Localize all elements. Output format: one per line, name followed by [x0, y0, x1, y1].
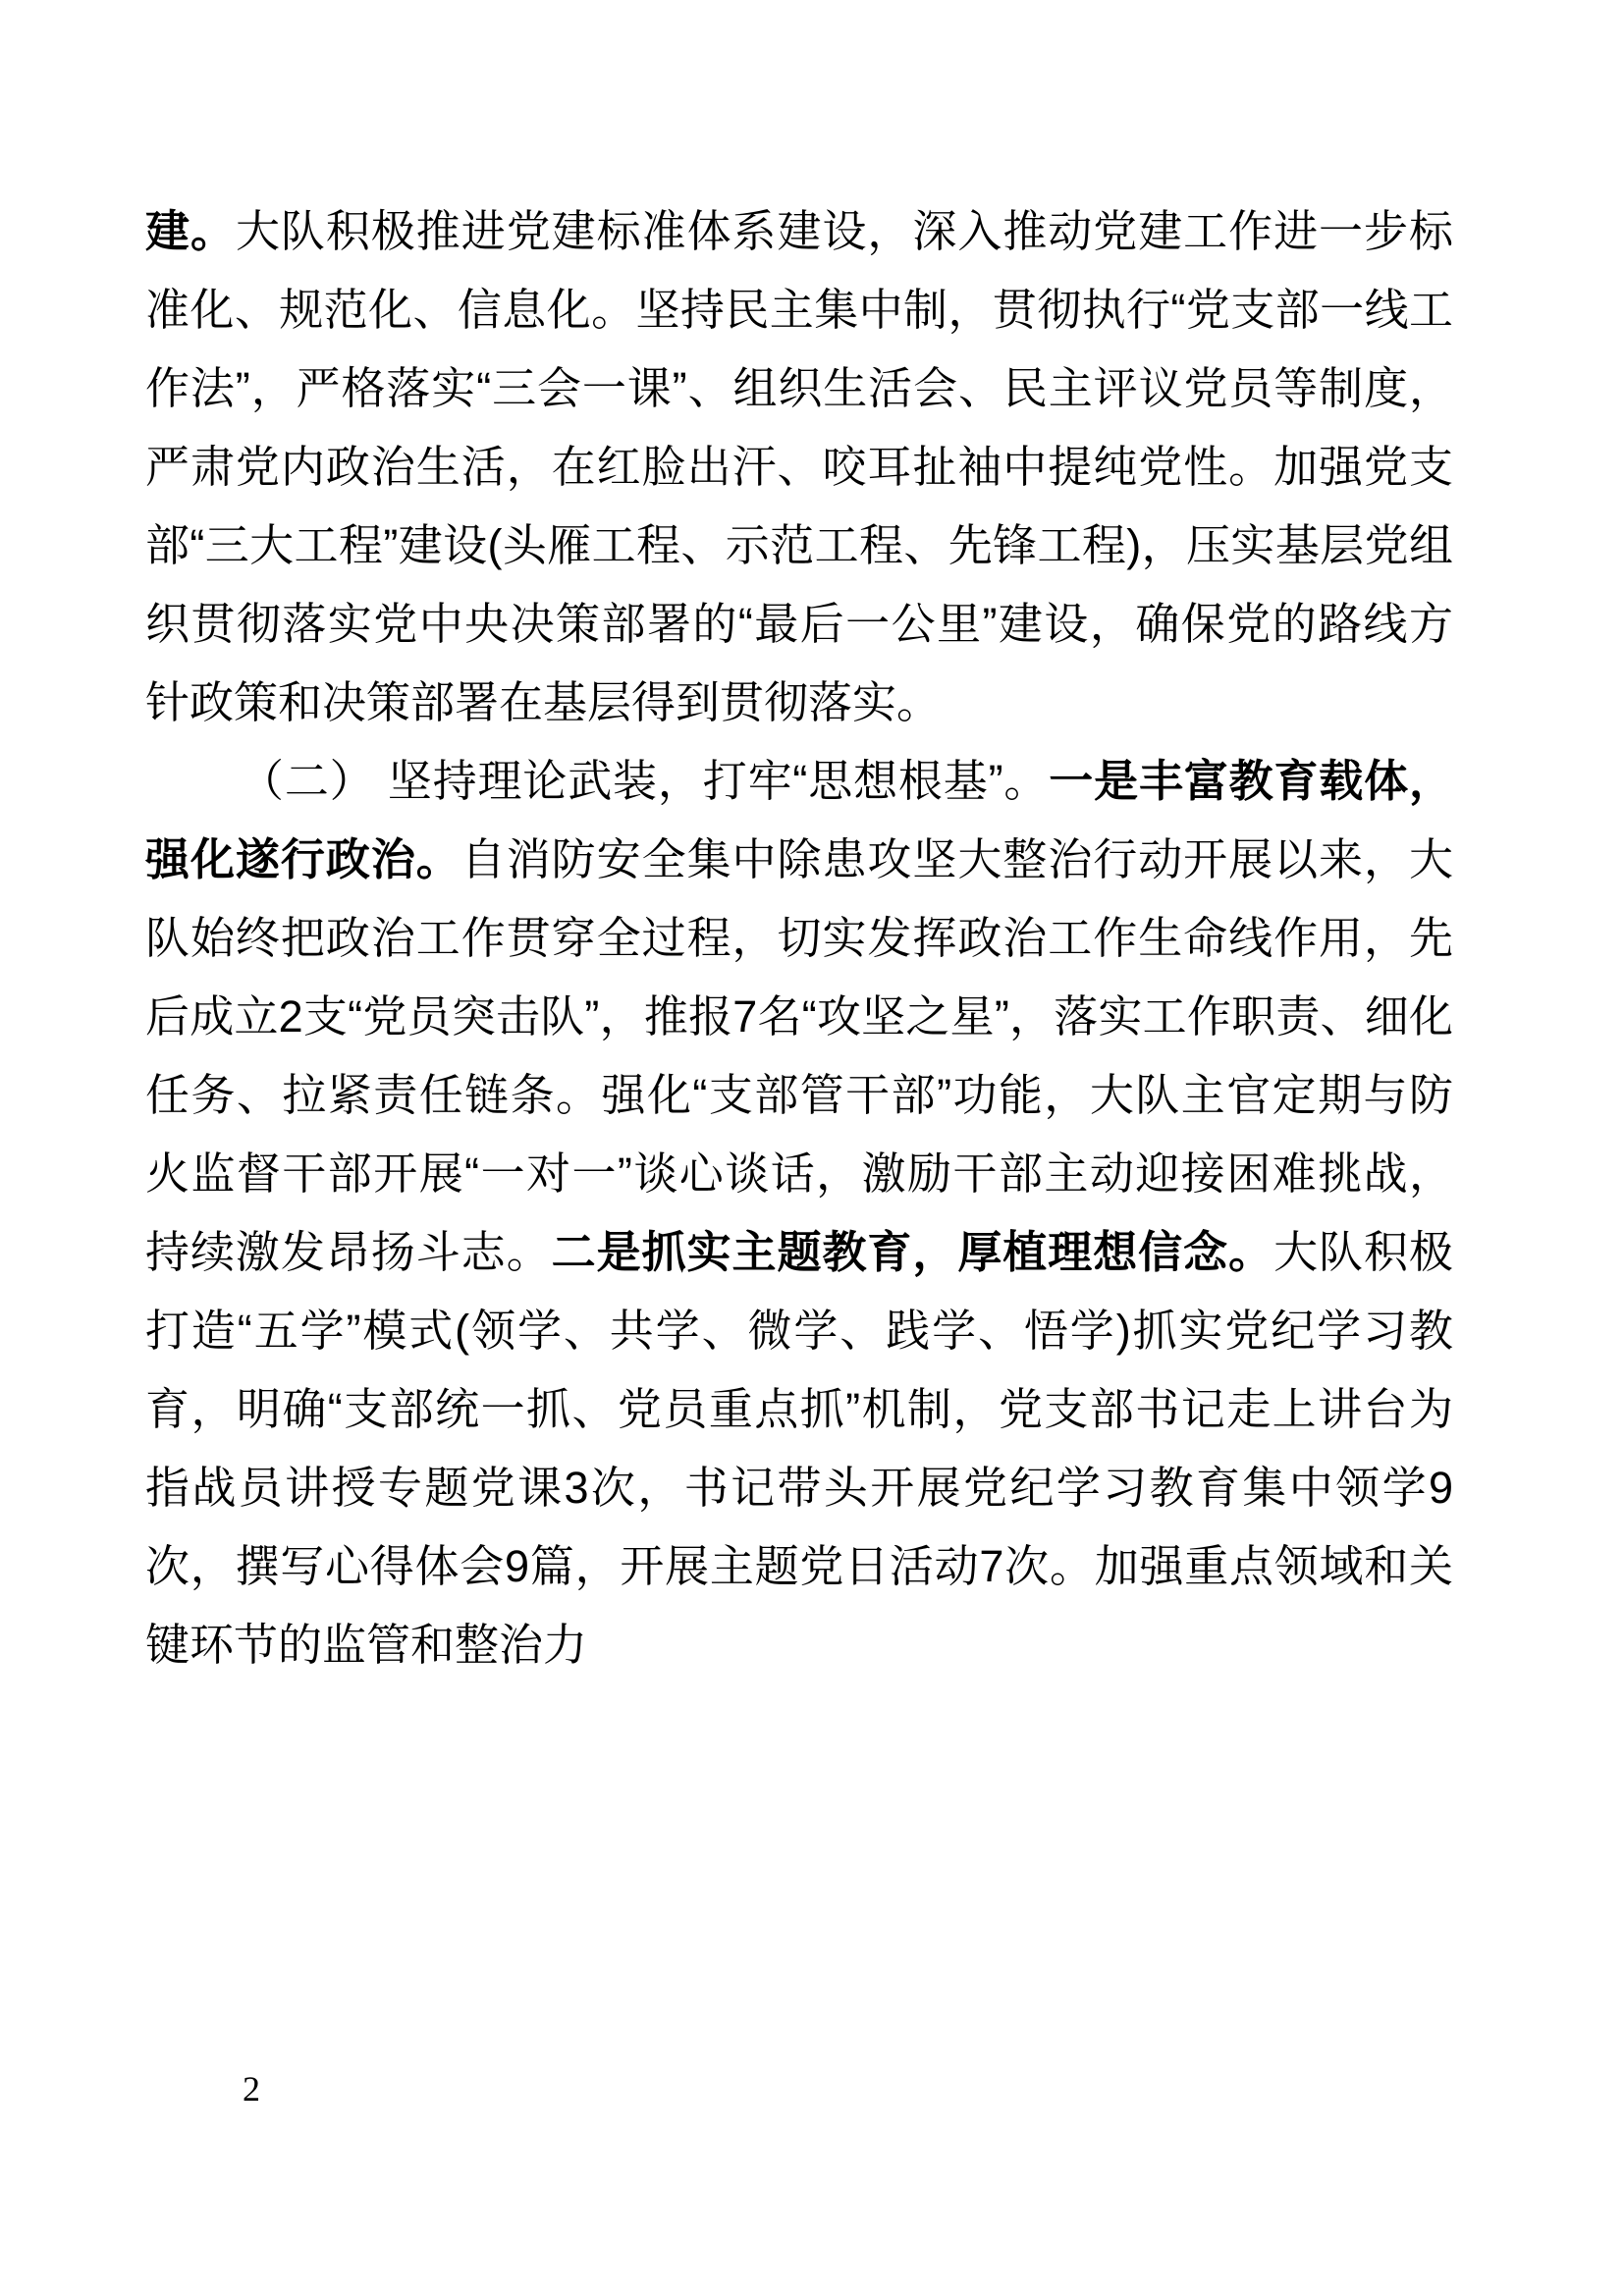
paragraph-1	[145, 192, 1453, 742]
text-run-bold: 一是丰富教育载体，强化遂行政治。	[145, 756, 1453, 884]
text-run-bold: 建。	[145, 206, 236, 256]
text-run: 大队积极推进党建标准体系建设，深入推动党建工作进一步标准化、规范化、信息化。坚持民主集中制，贯彻执行“党支部一线工作法”，严格落实“三会一课”、组织生活会、民主评议党员等制度，严肃党内政治生活，在红脸出汗、咬耳扯袖中提纯党性。加强党支部“三大工程”建设(头雁工程、示范工程、先锋工程)，压实基层党组织贯彻落实党中央决策部署的“最后一公里”建设，确保党的路线方针政策和决策部署在基层得到贯彻落实。	[145, 206, 1453, 727]
text-run-bold: 二是抓实主题教育，厚植理想信念。	[551, 1227, 1274, 1277]
text-run: （二） 坚持理论武装，打牢“思想根基”。	[240, 756, 1050, 806]
page-number: 2	[243, 2069, 260, 2109]
text-run: 大队积极打造“五学”模式(领学、共学、微学、践学、悟学)抓实党纪学习教育，明确“支部统一抓、党员重点抓”机制，党支部书记走上讲台为指战员讲授专题党课3次，书记带头开展党纪学习教育集中领学9次，撰写心得体会9篇，开展主题党日活动7次。加强重点领域和关键环节的监管和整治力	[145, 1227, 1453, 1670]
text-run: 自消防安全集中除患攻坚大整治行动开展以来，大队始终把政治工作贯穿全过程，切实发挥政治工作生命线作用，先后成立2支“党员突击队”，推报7名“攻坚之星”，落实工作职责、细化任务、拉紧责任链条。强化“支部管干部”功能，大队主官定期与防火监督干部开展“一对一”谈心谈话，激励干部主动迎接困难挑战，持续激发昂扬斗志。	[145, 834, 1453, 1277]
document-body	[145, 192, 1453, 1684]
paragraph-2	[145, 742, 1453, 1684]
